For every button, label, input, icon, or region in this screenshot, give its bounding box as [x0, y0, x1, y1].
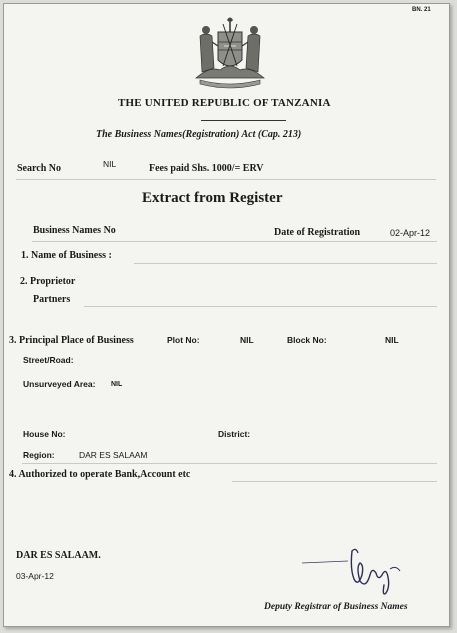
search-no-label: Search No — [17, 163, 61, 174]
issue-place: DAR ES SALAAM. — [16, 550, 101, 561]
name-rule — [134, 263, 437, 264]
fees-paid: Fees paid Shs. 1000/= ERV — [149, 163, 264, 174]
coat-of-arms-emblem — [190, 16, 270, 90]
search-rule — [16, 179, 436, 180]
authorized-rule — [232, 481, 437, 482]
search-no-value: NIL — [103, 159, 117, 169]
issue-date: 03-Apr-12 — [16, 571, 54, 581]
region-label: Region: — [23, 450, 55, 460]
partners-rule — [84, 306, 437, 307]
date-of-registration-label: Date of Registration — [274, 227, 361, 238]
proprietor-label: 2. Proprietor — [20, 276, 76, 287]
block-no-value: NIL — [385, 335, 399, 345]
country-heading: THE UNITED REPUBLIC OF TANZANIA — [118, 97, 331, 109]
district-label: District: — [218, 429, 251, 439]
registrar-signature — [300, 545, 420, 605]
certificate-sheet — [3, 3, 450, 627]
region-rule — [22, 463, 437, 464]
region-value: DAR ES SALAAM — [79, 450, 148, 460]
authorized-label: 4. Authorized to operate Bank,Account etc — [9, 469, 191, 480]
document-title: Extract from Register — [142, 190, 283, 206]
unsurveyed-area-value: NIL — [111, 381, 123, 388]
form-code: BN. 21 — [412, 7, 431, 13]
partners-label: Partners — [33, 294, 71, 305]
principal-place-label: 3. Principal Place of Business — [9, 335, 134, 346]
heading-underline — [201, 120, 286, 121]
act-title: The Business Names(Registration) Act (Cap. 213) — [96, 129, 302, 140]
reg-rule — [32, 241, 437, 242]
business-names-no-label: Business Names No — [33, 225, 116, 236]
street-road-label: Street/Road: — [23, 355, 74, 365]
plot-no-label: Plot No: — [167, 335, 200, 345]
name-of-business-label: 1. Name of Business : — [21, 250, 112, 261]
date-of-registration-value: 02-Apr-12 — [390, 228, 431, 238]
house-no-label: House No: — [23, 429, 66, 439]
block-no-label: Block No: — [287, 335, 327, 345]
plot-no-value: NIL — [240, 335, 254, 345]
signatory-title: Deputy Registrar of Business Names — [264, 602, 408, 612]
unsurveyed-area-label: Unsurveyed Area: — [23, 379, 96, 389]
